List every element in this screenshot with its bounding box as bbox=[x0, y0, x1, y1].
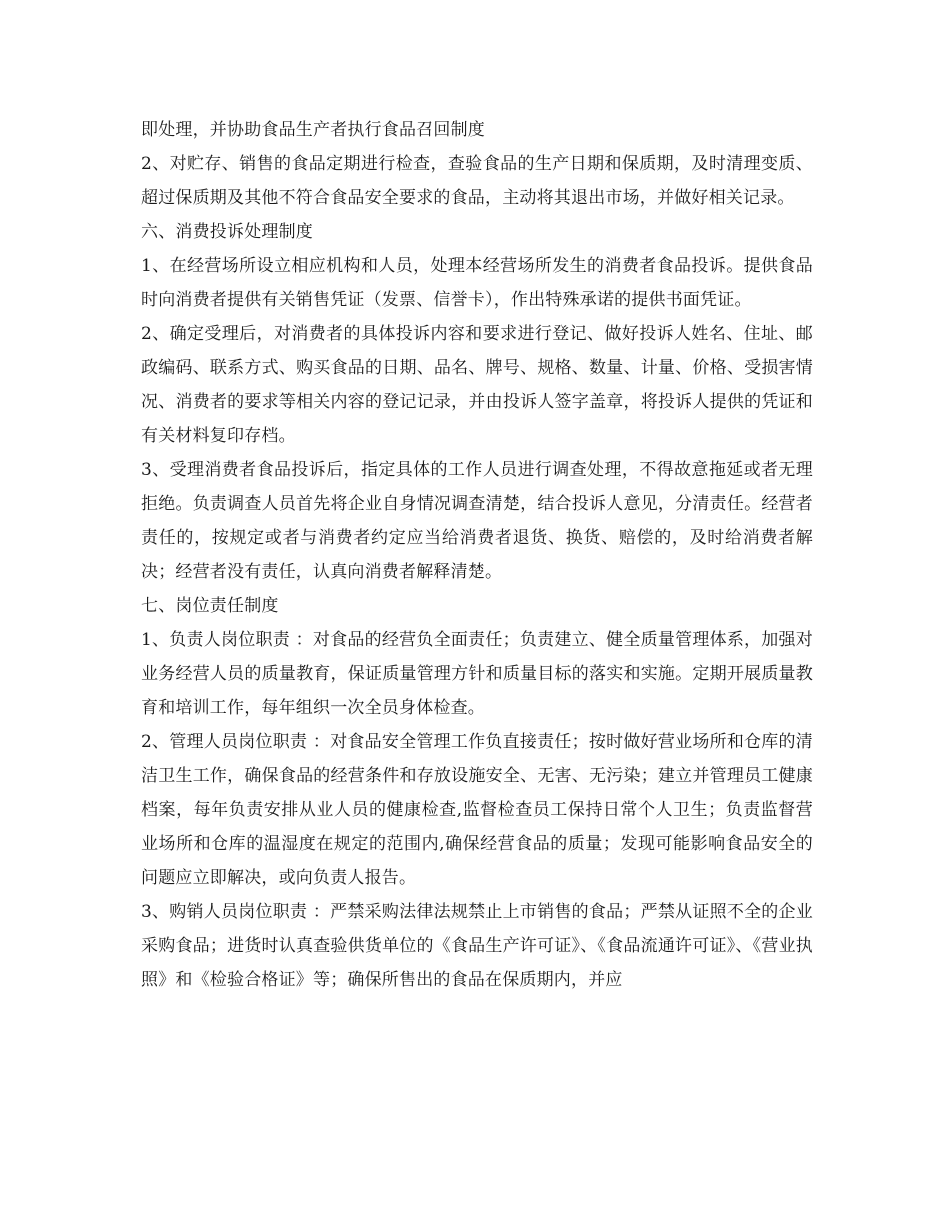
paragraph: 2、对贮存、销售的食品定期进行检查，查验食品的生产日期和保质期，及时清理变质、超过保质期及其他不符合食品安全要求的食品，主动将其退出市场，并做好相关记录。 bbox=[141, 154, 813, 208]
paragraph: 3、购销人员岗位职责 ：严禁采购法律法规禁止上市销售的食品；严禁从证照不全的企业采购食品；进货时认真查验供货单位的《食品生产许可证》、《食品流通许可证》、《营业执照》和《检验合格证》等；确保所售出的食品在保质期内，并应 bbox=[141, 902, 813, 990]
document-page bbox=[141, 113, 813, 997]
paragraph: 2、管理人员岗位职责 ：对食品安全管理工作负直接责任；按时做好营业场所和仓库的清洁卫生工作，确保食品的经营条件和存放设施安全、无害、无污染；建立并管理员工健康档案，每年负责安排从业人员的健康检查,监督检查员工保持日常个人卫生；负责监督营业场所和仓库的温湿度在规定的范围内,确保经营食品的质量；发现可能影响食品安全的问题应立即解决，或向负责人报告。 bbox=[141, 732, 813, 888]
paragraph: 即处理，并协助食品生产者执行食品召回制度 bbox=[141, 120, 485, 140]
section-heading: 六、消费投诉处理制度 bbox=[141, 222, 313, 242]
paragraph: 1、负责人岗位职责 ：对食品的经营负全面责任；负责建立、健全质量管理体系，加强对业务经营人员的质量教育，保证质量管理方针和质量目标的落实和实施。定期开展质量教育和培训工作，每年组织一次全员身体检查。 bbox=[141, 630, 813, 718]
paragraph: 3、受理消费者食品投诉后，指定具体的工作人员进行调查处理，不得故意拖延或者无理拒绝。负责调查人员首先将企业自身情况调查清楚，结合投诉人意见，分清责任。经营者责任的，按规定或者与消费者约定应当给消费者退货、换货、赔偿的，及时给消费者解决；经营者没有责任，认真向消费者解释清楚。 bbox=[141, 460, 813, 582]
paragraph: 2、确定受理后，对消费者的具体投诉内容和要求进行登记、做好投诉人姓名、住址、邮政编码、联系方式、购买食品的日期、品名、牌号、规格、数量、计量、价格、受损害情况、消费者的要求等相关内容的登记记录，并由投诉人签字盖章，将投诉人提供的凭证和有关材料复印存档。 bbox=[141, 324, 813, 446]
section-heading: 七、岗位责任制度 bbox=[141, 596, 279, 616]
paragraph: 1、在经营场所设立相应机构和人员，处理本经营场所发生的消费者食品投诉。提供食品时向消费者提供有关销售凭证（发票、信誉卡），作出特殊承诺的提供书面凭证。 bbox=[141, 256, 813, 310]
